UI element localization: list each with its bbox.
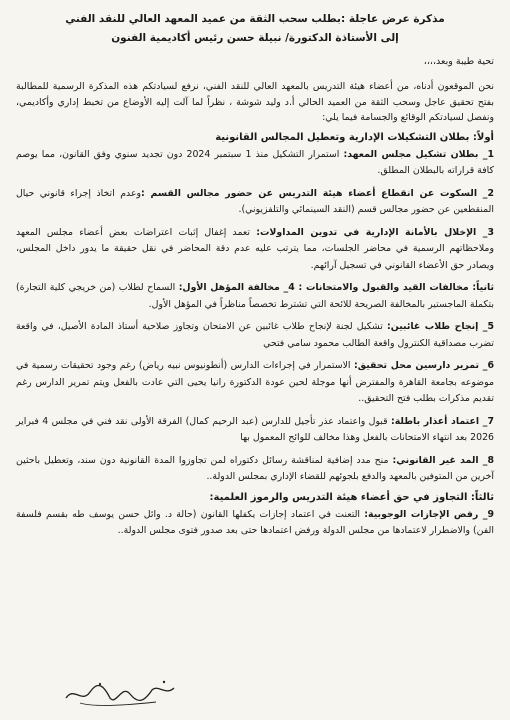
item-body: تعمد إغفال إثبات اعتراضات بعض أعضاء مجلس المعهد وملاحظاتهم الرسمية في محاضر الجلسات، مما يترتب عليه عدم دقة المحاضر في نقل حقيقة ما يدور داخل المجلس، ويصادر حق الأعضاء القانوني في تسجيل آرائهم. xyxy=(16,226,494,271)
item-title: 9_ رفض الإجازات الوجوبية: xyxy=(364,508,494,520)
greeting: تحية طيبة وبعد،،،، xyxy=(423,56,494,67)
item-title: 1_ بطلان تشكيل مجلس المعهد: xyxy=(343,148,495,160)
item-title: 5_ إنجاح طلاب غائبين: xyxy=(387,321,494,332)
section-1-title: أولاً: بطلان التشكيلات الإدارية وتعطيل المجالس القانونية xyxy=(215,131,494,143)
document-header xyxy=(16,10,494,48)
item-title: ثانياً: مخالفات القيد والقبول والامتحانات : 4_ مخالفة المؤهل الأول: xyxy=(178,282,495,293)
item-body: الاستمرار في إجراءات الدارس (أنطونيوس نبيه رياض) رغم وجود تحقيقات رسمية في موضوعه بجامعة القاهرة والمفترض أنها موجلة لحين عودة الدكتورة رانيا يحيى التي عادت بالفعل ويتم تمرير الدارس رغم تقديم مذكرات بطلب فتح التحقيق.. xyxy=(16,360,494,404)
item-body: التعنت في اعتماد إجازات يكفلها القانون (حالة د. وائل حسن يوسف طه بقسم فلسفة الفن) والاضطرار لاعتمادها من مجلس الدولة ورفض اعتمادها حتى بعد صدور فتوى مجلس الدولة.. xyxy=(16,508,494,536)
memo-recipient: إلى الأستاذة الدكتورة/ نبيلة حسن رئيس أكاديمية الفنون xyxy=(111,32,399,44)
intro-paragraph: نحن الموقعون أدناه، من أعضاء هيئة التدريس بالمعهد العالي للنقد الفني، نرفع لسيادتكم هذه المذكرة الرسمية للمطالبة بفتح تحقيق عاجل وسحب الثقة من العميد الحالي أ.د وليد شوشة ، نظراً لما آلت إليه الأوضاع من تخبط إداري وأكاديمي، ونفصل لسيادتكم الوقائع والجسامة فيما يلي: xyxy=(16,81,494,123)
section-2-title: ثالثاً: التجاوز في حق أعضاء هيئة التدريس والرموز العلمية: xyxy=(209,491,494,503)
item-title: 6_ تمرير دارسين محل تحقيق: xyxy=(354,360,495,371)
item-title: 2_ السكوت عن انقطاع أعضاء هيئة التدريس عن حضور مجالس القسم : xyxy=(141,187,494,199)
item-title: 8_ المد غير القانوني: xyxy=(392,454,494,466)
memo-title: مذكرة عرض عاجلة :بطلب سحب الثقة من عميد المعهد العالي للنقد الفني xyxy=(65,13,445,25)
list-item xyxy=(16,507,494,540)
item-body: منح مدد إضافية لمناقشة رسائل دكتوراه لمن تجاوزوا المدة القانونية دون سند، وتعطيل باحثين آخرين من المتوفين بالمعهد والدفع بلجوئهم للقضاء الإداري بمجلس الدولة.. xyxy=(16,454,494,482)
list-item xyxy=(16,453,494,486)
section-2-items xyxy=(16,507,494,540)
item-body: السماح لطلاب (من خريجي كلية التجارة) بتكملة الماجستير بالمخالفة الصريحة للائحة التي تشترط تخصصاً مناظراً في المؤهل الأول. xyxy=(16,282,494,310)
item-body: استمرار التشكيل منذ 1 سبتمبر 2024 دون تجديد سنوي وفق القانون، مما يوصم كافة قراراته بالبطلان المطلق. xyxy=(16,148,494,176)
section-1-items xyxy=(16,147,494,486)
handwritten-signature xyxy=(60,676,180,710)
list-item xyxy=(16,414,494,447)
item-body: تشكيل لجنة لإنجاح طلاب غائبين عن الامتحان وتجاوز صلاحية أستاذ المادة الأصيل، في واقعة تضرب مصداقية الكنترول واقعة الطالب محمود سامي فتحي xyxy=(16,321,494,349)
item-title: 7_ اعتماد أعذار باطلة: xyxy=(390,415,494,427)
list-item xyxy=(16,358,494,408)
list-item xyxy=(16,225,494,275)
list-item xyxy=(16,147,494,180)
list-item xyxy=(16,186,494,219)
item-body: وعدم اتخاذ إجراء قانوني حيال المنقطعين عن حضور مجالس قسم (النقد السينمائي والتلفزيوني). xyxy=(16,187,494,215)
item-title: 3_ الإخلال بالأمانة الإدارية في تدوين المداولات: xyxy=(256,226,494,238)
list-item xyxy=(16,319,494,352)
item-body: قبول واعتماد عذر تأجيل للدارس (عبد الرحيم كمال) الفرقة الأولى نقد فني في مجلس 4 فبراير 2026 بعد انتهاء الامتحانات بالفعل وهذا مخالف للوائح المعمول بها xyxy=(16,415,494,443)
list-item xyxy=(16,280,494,313)
